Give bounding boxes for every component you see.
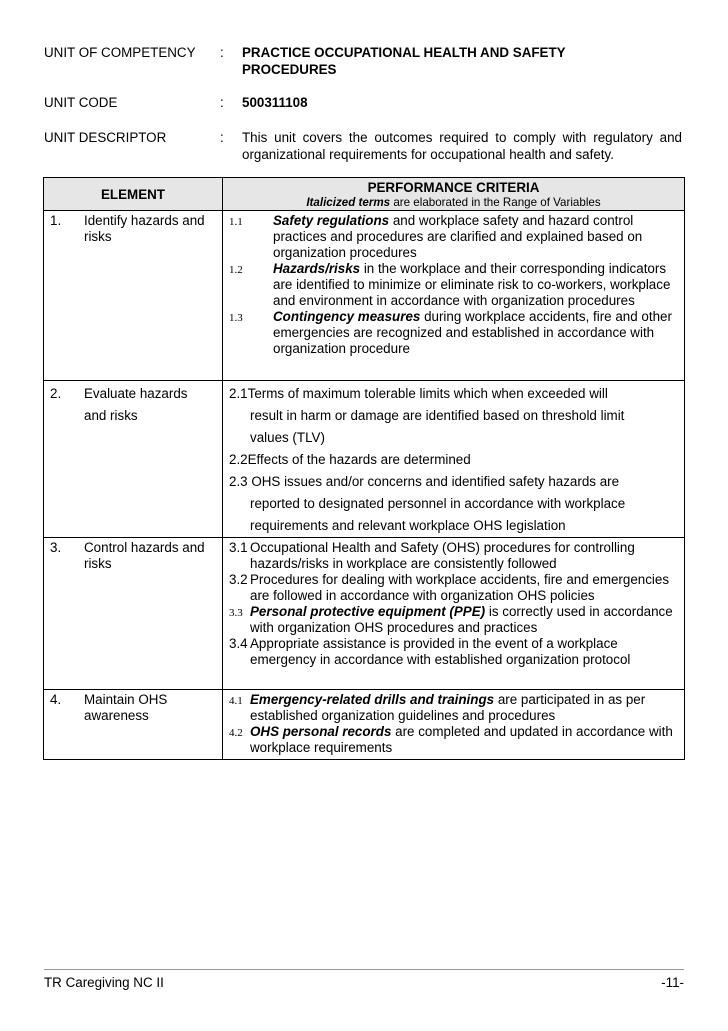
descriptor-label: UNIT DESCRIPTOR: [44, 130, 167, 145]
criterion: [229, 604, 680, 636]
element-text: Identify hazards and risks: [84, 213, 205, 244]
criterion-number: 1.2: [229, 264, 243, 276]
criterion: [229, 572, 680, 604]
footer-divider: [44, 969, 684, 970]
table-row: [44, 690, 685, 760]
criterion: [229, 471, 680, 493]
competency-table: [43, 177, 685, 760]
element-cell: [44, 538, 223, 690]
code-label: UNIT CODE: [44, 95, 118, 110]
criterion-text: and workplace safety and hazard control practices and procedures are clarified and explained based on organization procedures: [273, 213, 643, 260]
criterion-number: 1.3: [229, 312, 243, 324]
descriptor-value: This unit covers the outcomes required to comply with regulatory and organizational requirements for occupational health and safety.: [242, 130, 682, 162]
element-column-header: ELEMENT: [44, 178, 223, 211]
criteria-column-header: [223, 178, 685, 211]
criterion-number: 2.1: [229, 386, 248, 401]
criteria-cell: [223, 381, 685, 538]
criterion-number: 2.2: [229, 452, 248, 467]
element-number: 2.: [50, 386, 62, 401]
table-header-row: [44, 178, 685, 211]
element-cell: [44, 211, 223, 381]
page-number: -11-: [661, 975, 684, 990]
colon: :: [220, 95, 224, 110]
criterion-text-line: result in harm or damage are identified based on threshold limit: [250, 408, 625, 423]
criterion: [229, 383, 680, 405]
footer-title: TR Caregiving NC II: [44, 975, 164, 990]
criteria-title: PERFORMANCE CRITERIA: [367, 180, 540, 195]
criterion-text: Effects of the hazards are determined: [247, 452, 471, 467]
code-value: 500311108: [242, 95, 308, 110]
criterion-term: Emergency-related drills and trainings: [250, 692, 495, 707]
criterion-text: Appropriate assistance is provided in the event of a workplace emergency in accordance with established organization protocol: [250, 636, 631, 667]
criterion-text: Procedures for dealing with workplace accidents, fire and emergencies are followed in accordance with organization OHS policies: [250, 572, 670, 603]
criterion: [229, 213, 680, 261]
criterion-term: Personal protective equipment (PPE): [250, 604, 486, 619]
element-number: 3.: [50, 540, 62, 555]
criteria-note: [223, 196, 684, 210]
criteria-cell: [223, 538, 685, 690]
criterion-term: Hazards/risks: [273, 261, 361, 276]
criterion-term: Contingency measures: [273, 309, 421, 324]
criteria-note-rest: are elaborated in the Range of Variables: [390, 196, 601, 209]
criterion-text-line: Terms of maximum tolerable limits which when exceeded will: [247, 386, 608, 401]
element-number: 1.: [50, 213, 62, 228]
criterion-text-line: requirements and relevant workplace OHS legislation: [250, 518, 566, 533]
criterion-text: are participated in as per established organization guidelines and procedures: [250, 692, 646, 723]
criterion-text: are completed and updated in accordance with workplace requirements: [250, 724, 673, 755]
criterion-term: Safety regulations: [273, 213, 390, 228]
criterion-text: during workplace accidents, fire and other emergencies are recognized and established in accordance with organization procedure: [273, 309, 672, 356]
criterion: [229, 636, 680, 668]
table-row: [44, 538, 685, 690]
criterion: [229, 724, 680, 756]
element-text-line: Evaluate hazards: [84, 386, 188, 401]
criteria-cell: [223, 690, 685, 760]
criterion: [229, 261, 680, 309]
competency-value: PRACTICE OCCUPATIONAL HEALTH AND SAFETY PROCEDURES: [242, 45, 566, 77]
element-text: Control hazards and risks: [84, 540, 205, 571]
criterion-text: is correctly used in accordance with organization OHS procedures and practices: [250, 604, 673, 635]
criterion-text-line: reported to designated personnel in accordance with workplace: [250, 496, 626, 511]
element-cell: [44, 690, 223, 760]
criterion-number: 3.1: [229, 540, 248, 555]
criterion: [229, 449, 680, 471]
element-text-line: and risks: [84, 408, 138, 423]
criteria-note-italic: Italicized terms: [306, 196, 391, 209]
criterion-text: in the workplace and their corresponding indicators are identified to minimize or eliminate risk to co-workers, workplace and environment in accordance with organization procedures: [273, 261, 671, 308]
criterion-term: OHS personal records: [250, 724, 392, 739]
table-row: [44, 211, 685, 381]
criterion-number: 3.4: [229, 636, 248, 651]
criterion-number: 3.3: [229, 607, 243, 619]
criterion-text: Occupational Health and Safety (OHS) procedures for controlling hazards/risks in workplace are consistently followed: [250, 540, 635, 571]
criterion-number: 4.1: [229, 695, 243, 707]
colon: :: [220, 130, 224, 145]
criterion-text-line: values (TLV): [250, 430, 325, 445]
element-cell: [44, 381, 223, 538]
criterion-number: 2.3: [229, 474, 248, 489]
competency-label: UNIT OF COMPETENCY: [44, 45, 196, 60]
criterion: [229, 540, 680, 572]
table-row: [44, 381, 685, 538]
criterion: [229, 692, 680, 724]
criterion-number: 3.2: [229, 572, 248, 587]
criterion-text-line: OHS issues and/or concerns and identified safety hazards are: [247, 474, 620, 489]
criteria-cell: [223, 211, 685, 381]
element-number: 4.: [50, 692, 62, 707]
colon: :: [220, 45, 224, 60]
criterion-number: 1.1: [229, 216, 243, 228]
criterion: [229, 309, 680, 357]
element-text: Maintain OHS awareness: [84, 692, 168, 723]
criterion-number: 4.2: [229, 727, 243, 739]
